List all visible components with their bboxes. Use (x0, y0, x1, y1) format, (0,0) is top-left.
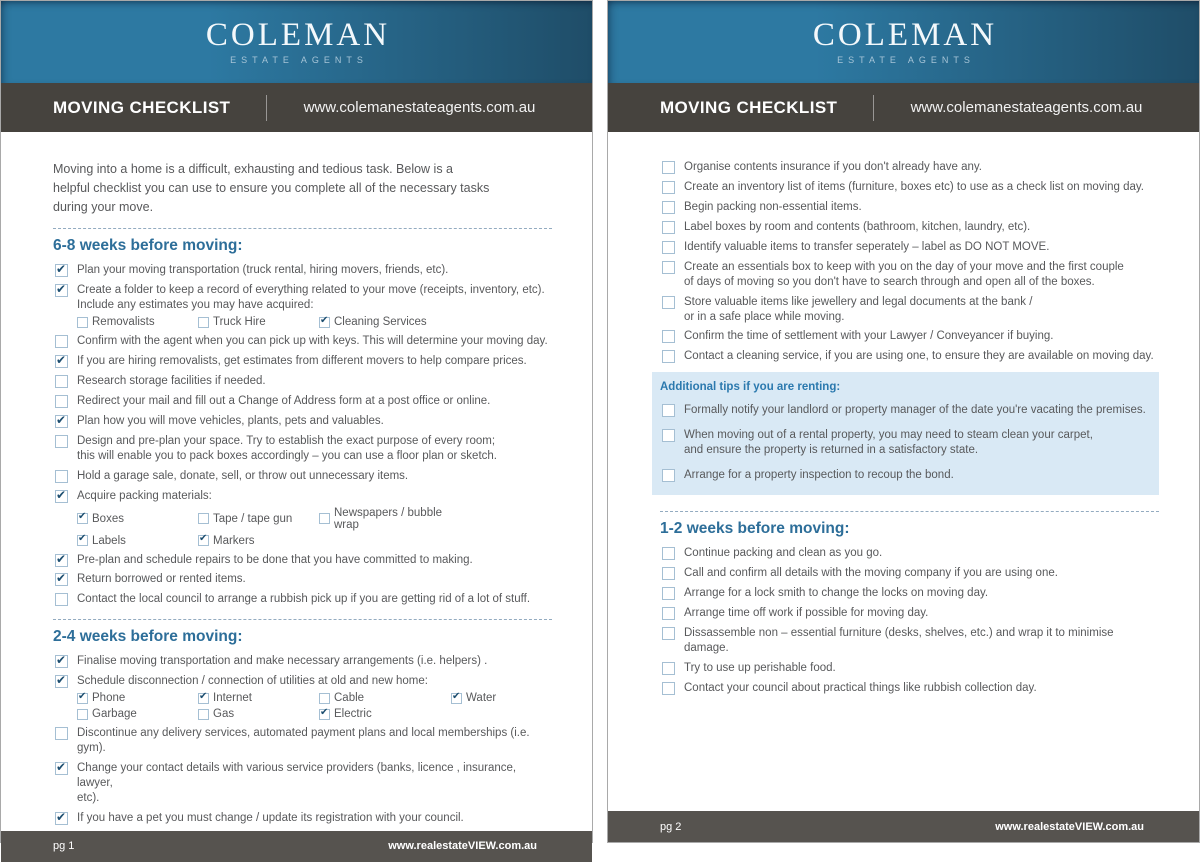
tips-heading: Additional tips if you are renting: (660, 381, 841, 394)
checklist-item (660, 566, 1159, 581)
checklist-item (53, 414, 552, 429)
item-content (684, 295, 1159, 325)
page-1 (0, 0, 593, 853)
checkbox-unchecked[interactable] (662, 161, 675, 174)
item-content (77, 414, 552, 429)
checkbox-unchecked[interactable] (319, 513, 330, 524)
checkbox-unchecked[interactable] (662, 567, 675, 580)
item-content (684, 200, 1159, 215)
checklist-item (660, 606, 1159, 621)
checklist-item (660, 661, 1159, 676)
item-text: Confirm the time of settlement with your Lawyer / Conveyancer if buying. (684, 330, 1054, 343)
checklist-item (53, 434, 552, 464)
item-content (77, 469, 552, 484)
checkbox-unchecked[interactable] (55, 727, 68, 740)
item-content (77, 761, 552, 806)
checklist-item (660, 681, 1159, 696)
item-text: Change your contact details with various service providers (banks, licence , insurance, lawyer, etc). (77, 762, 517, 804)
sub-option-label: Boxes (92, 512, 124, 525)
sub-option-label: Garbage (92, 708, 137, 721)
sub-option (77, 534, 198, 548)
footer-site-url: www.realestateVIEW.com.au (388, 840, 537, 853)
sub-options-row (77, 691, 552, 705)
checkbox-unchecked[interactable] (662, 241, 675, 254)
checklist-item (660, 180, 1159, 195)
page-footer (608, 811, 1199, 842)
page-2 (607, 0, 1200, 843)
checkbox-unchecked[interactable] (662, 662, 675, 675)
checklist-item (660, 160, 1159, 175)
footer-site-url: www.realestateVIEW.com.au (995, 820, 1144, 833)
checklist-item (53, 283, 552, 329)
item-text: Begin packing non-essential items. (684, 200, 862, 213)
checklist-item (53, 761, 552, 806)
item-text: Organise contents insurance if you don't already have any. (684, 161, 982, 173)
checkbox-unchecked[interactable] (198, 513, 209, 524)
dashed-divider (53, 619, 552, 620)
checkbox-checked[interactable] (55, 284, 68, 297)
item-text: Return borrowed or rented items. (77, 573, 246, 586)
checklist-item (660, 220, 1159, 235)
checkbox-checked[interactable] (55, 490, 68, 503)
item-text: Hold a garage sale, donate, sell, or throw out unnecessary items. (77, 469, 409, 482)
page-footer (1, 831, 592, 862)
item-text: Create an essentials box to keep with you on the day of your move and the first couple of days of moving so you don't have to search through and open all of the boxes. (684, 260, 1124, 288)
checkbox-unchecked[interactable] (77, 709, 88, 720)
item-content (77, 394, 552, 409)
checkbox-unchecked[interactable] (662, 296, 675, 309)
checkbox-unchecked[interactable] (198, 317, 209, 328)
checklist-item (660, 240, 1159, 255)
checkbox-unchecked[interactable] (662, 682, 675, 695)
sub-option (198, 315, 319, 329)
item-content (684, 428, 1149, 458)
checkbox-checked[interactable] (55, 655, 68, 668)
dashed-divider (660, 511, 1159, 512)
section-heading: 1-2 weeks before moving: (660, 520, 850, 538)
logo-subtitle: ESTATE AGENTS (837, 55, 975, 65)
item-text: Dissassemble non – essential furniture (desks, shelves, etc.) and wrap it to minimise damage. (684, 626, 1114, 654)
page-number: pg 1 (53, 840, 75, 853)
checkbox-unchecked[interactable] (662, 627, 675, 640)
checklist-item (53, 572, 552, 587)
item-text: When moving out of a rental property, you may need to steam clean your carpet, and ensure the property is returned in a satisfactory state. (684, 429, 1093, 457)
checkbox-checked[interactable] (55, 554, 68, 567)
dashed-divider (53, 228, 552, 229)
item-content (77, 592, 552, 607)
checkbox-checked[interactable] (77, 513, 88, 524)
checklist-item (53, 726, 552, 756)
checklist-item (660, 200, 1159, 215)
checkbox-unchecked[interactable] (77, 317, 88, 328)
checkbox-unchecked[interactable] (662, 201, 675, 214)
title-bar (608, 83, 1199, 132)
item-text: Store valuable items like jewellery and legal documents at the bank / or in a safe place while moving. (684, 295, 1033, 323)
intro-paragraph: Moving into a home is a difficult, exhausting and tedious task. Below is a helpful checklist you can use to ensure you complete all of the necessary tasks during your move. (53, 162, 490, 214)
checkbox-unchecked[interactable] (55, 395, 68, 408)
sub-option-label: Removalists (92, 316, 155, 329)
section-heading: 2-4 weeks before moving: (53, 628, 243, 646)
title-bar (1, 83, 592, 132)
checklist-item (660, 546, 1159, 561)
item-text: Arrange time off work if possible for moving day. (684, 606, 929, 619)
item-content (77, 553, 552, 568)
checklist-item (53, 469, 552, 484)
checkbox-unchecked[interactable] (662, 587, 675, 600)
checkbox-unchecked[interactable] (662, 429, 675, 442)
item-content (684, 403, 1149, 418)
item-content (77, 354, 552, 369)
sub-option (319, 691, 451, 705)
checklist-item (53, 674, 552, 721)
brand-header (1, 1, 592, 83)
item-content (684, 160, 1159, 175)
sub-option (451, 691, 552, 705)
item-content (77, 374, 552, 389)
checkbox-checked[interactable] (55, 762, 68, 775)
checklist-item (660, 329, 1159, 344)
item-text: Acquire packing materials: (77, 489, 212, 502)
checkbox-checked[interactable] (55, 264, 68, 277)
item-text: Identify valuable items to transfer seperately – label as DO NOT MOVE. (684, 240, 1050, 253)
sub-option (319, 315, 451, 329)
item-content (77, 283, 552, 329)
checkbox-checked[interactable] (55, 415, 68, 428)
checklist-item (53, 263, 552, 278)
item-content (684, 260, 1159, 290)
logo-subtitle: ESTATE AGENTS (230, 55, 368, 65)
item-text: Contact your council about practical things like rubbish collection day. (684, 681, 1037, 694)
item-content (684, 566, 1159, 581)
checkbox-unchecked[interactable] (662, 547, 675, 560)
sub-option-label: Labels (92, 534, 126, 547)
item-content (77, 726, 552, 756)
page-1-body (1, 132, 592, 831)
item-text: Discontinue any delivery services, automated payment plans and local memberships (i.e. gym). (77, 727, 530, 755)
item-content (77, 654, 552, 669)
checklist-item (53, 374, 552, 389)
sub-option-label: Phone (92, 692, 126, 705)
checklist-item (53, 354, 552, 369)
item-content (684, 661, 1159, 676)
checkbox-unchecked[interactable] (55, 593, 68, 606)
sub-options-row (77, 707, 552, 721)
item-text: Redirect your mail and fill out a Change of Address form at a post office or online. (77, 394, 491, 407)
sub-option-label: Tape / tape gun (213, 512, 293, 525)
website-url: www.colemanestateagents.com.au (910, 99, 1143, 116)
sub-option (198, 506, 319, 532)
page-number: pg 2 (660, 820, 682, 833)
coleman-logo: COLEMAN (812, 17, 998, 53)
sub-option (319, 707, 451, 721)
sub-options-row (77, 506, 552, 532)
item-text: If you have a pet you must change / update its registration with your council. (77, 811, 464, 824)
item-text: Formally notify your landlord or property manager of the date you're vacating the premises. (684, 404, 1146, 417)
item-text: Confirm with the agent when you can pick up with keys. This will determine your moving day. (77, 335, 548, 348)
checkbox-unchecked[interactable] (662, 469, 675, 482)
item-content (684, 349, 1159, 364)
item-content (77, 572, 552, 587)
sub-option-label: Markers (213, 534, 255, 547)
item-text: Schedule disconnection / connection of utilities at old and new home: (77, 675, 428, 688)
item-content (684, 626, 1159, 656)
checkbox-checked[interactable] (198, 693, 209, 704)
item-content (77, 811, 552, 826)
checkbox-unchecked[interactable] (198, 709, 209, 720)
checkbox-checked[interactable] (77, 535, 88, 546)
checklist-item (660, 468, 1149, 483)
checklist-item (660, 260, 1159, 290)
checkbox-checked[interactable] (319, 709, 330, 720)
item-content (684, 606, 1159, 621)
item-text: Contact the local council to arrange a rubbish pick up if you are getting rid of a lot of stuff. (77, 593, 531, 606)
item-content (684, 240, 1159, 255)
item-text: Design and pre-plan your space. Try to establish the exact purpose of every room; this will enable you to pack boxes accordingly – you can use a floor plan or sketch. (77, 434, 497, 462)
item-content (684, 681, 1159, 696)
sub-option (198, 534, 319, 548)
checkbox-checked[interactable] (198, 535, 209, 546)
checkbox-unchecked[interactable] (662, 404, 675, 417)
checkbox-unchecked[interactable] (662, 330, 675, 343)
checkbox-checked[interactable] (55, 675, 68, 688)
item-content (77, 263, 552, 278)
brand-header (608, 1, 1199, 83)
checklist-item (660, 295, 1159, 325)
item-content (684, 468, 1149, 483)
item-content (684, 329, 1159, 344)
sub-options-row (77, 315, 552, 329)
checkbox-checked[interactable] (55, 573, 68, 586)
item-text: Create an inventory list of items (furniture, boxes etc) to use as a check list on moving day. (684, 180, 1144, 193)
checkbox-checked[interactable] (319, 317, 330, 328)
item-text: Research storage facilities if needed. (77, 374, 266, 387)
checkbox-checked[interactable] (55, 812, 68, 825)
checklist-item (53, 811, 552, 826)
document-title: MOVING CHECKLIST (660, 97, 838, 117)
checklist-item (660, 626, 1159, 656)
checkbox-unchecked[interactable] (662, 350, 675, 363)
rental-tips-box (652, 372, 1159, 495)
checkbox-unchecked[interactable] (55, 435, 68, 448)
checklist-item (660, 586, 1159, 601)
sub-option-label: Newspapers / bubble wrap (334, 506, 443, 531)
checkbox-unchecked[interactable] (55, 335, 68, 348)
sub-option (319, 506, 451, 532)
checklist-item (53, 553, 552, 568)
item-text: Plan how you will move vehicles, plants, pets and valuables. (77, 414, 384, 427)
checkbox-checked[interactable] (77, 693, 88, 704)
sub-option (198, 707, 319, 721)
item-text: Pre-plan and schedule repairs to be done that you have committed to making. (77, 553, 473, 566)
website-url: www.colemanestateagents.com.au (303, 99, 536, 116)
checkbox-unchecked[interactable] (55, 375, 68, 388)
item-text: If you are hiring removalists, get estimates from different movers to help compare prices. (77, 355, 527, 367)
checkbox-unchecked[interactable] (662, 261, 675, 274)
sub-option-label: Gas (213, 708, 235, 721)
item-text: Label boxes by room and contents (bathroom, kitchen, laundry, etc). (684, 220, 1031, 233)
checklist-item (53, 654, 552, 669)
item-text: Arrange for a property inspection to recoup the bond. (684, 469, 954, 482)
document-title: MOVING CHECKLIST (53, 97, 231, 117)
checklist-item (53, 334, 552, 349)
item-text: Arrange for a lock smith to change the locks on moving day. (684, 586, 989, 599)
sub-option (198, 691, 319, 705)
sub-option-label: Cleaning Services (334, 316, 427, 329)
checkbox-checked[interactable] (451, 693, 462, 704)
item-text: Plan your moving transportation (truck rental, hiring movers, friends, etc). (77, 264, 449, 277)
checkbox-unchecked[interactable] (55, 470, 68, 483)
checklist-item (53, 394, 552, 409)
page-2-body (608, 132, 1199, 811)
item-content (77, 674, 552, 721)
sub-option-label: Electric (334, 708, 372, 721)
item-text: Call and confirm all details with the moving company if you are using one. (684, 567, 1058, 579)
item-text: Try to use up perishable food. (684, 661, 836, 674)
checkbox-unchecked[interactable] (662, 607, 675, 620)
item-content (684, 220, 1159, 235)
sub-option (77, 315, 198, 329)
item-content (684, 546, 1159, 561)
item-content (684, 180, 1159, 195)
sub-option-label: Cable (334, 692, 365, 705)
item-content (77, 434, 552, 464)
item-content (684, 586, 1159, 601)
checklist-item (660, 403, 1149, 418)
sub-option-label: Truck Hire (213, 316, 266, 329)
checklist-item (660, 428, 1149, 458)
item-content (77, 334, 552, 349)
checklist-item (53, 592, 552, 607)
coleman-logo: COLEMAN (205, 17, 391, 53)
checklist-item (53, 489, 552, 548)
sub-options-row (77, 534, 552, 548)
checkbox-unchecked[interactable] (319, 693, 330, 704)
item-text: Create a folder to keep a record of everything related to your move (receipts, inventory, etc). Include any estimates you may have acquired: (77, 284, 545, 312)
item-text: Continue packing and clean as you go. (684, 547, 883, 560)
sub-option (77, 691, 198, 705)
item-text: Contact a cleaning service, if you are using one, to ensure they are available on moving day. (684, 350, 1154, 363)
checklist-item (660, 349, 1159, 364)
checkbox-unchecked[interactable] (662, 221, 675, 234)
sub-option (77, 506, 198, 532)
section-heading: 6-8 weeks before moving: (53, 237, 243, 255)
sub-option-label: Internet (213, 692, 252, 705)
sub-option-label: Water (466, 692, 497, 705)
item-text: Finalise moving transportation and make necessary arrangements (i.e. helpers) . (77, 655, 488, 668)
checkbox-checked[interactable] (55, 355, 68, 368)
checkbox-unchecked[interactable] (662, 181, 675, 194)
item-content (77, 489, 552, 548)
sub-option (77, 707, 198, 721)
